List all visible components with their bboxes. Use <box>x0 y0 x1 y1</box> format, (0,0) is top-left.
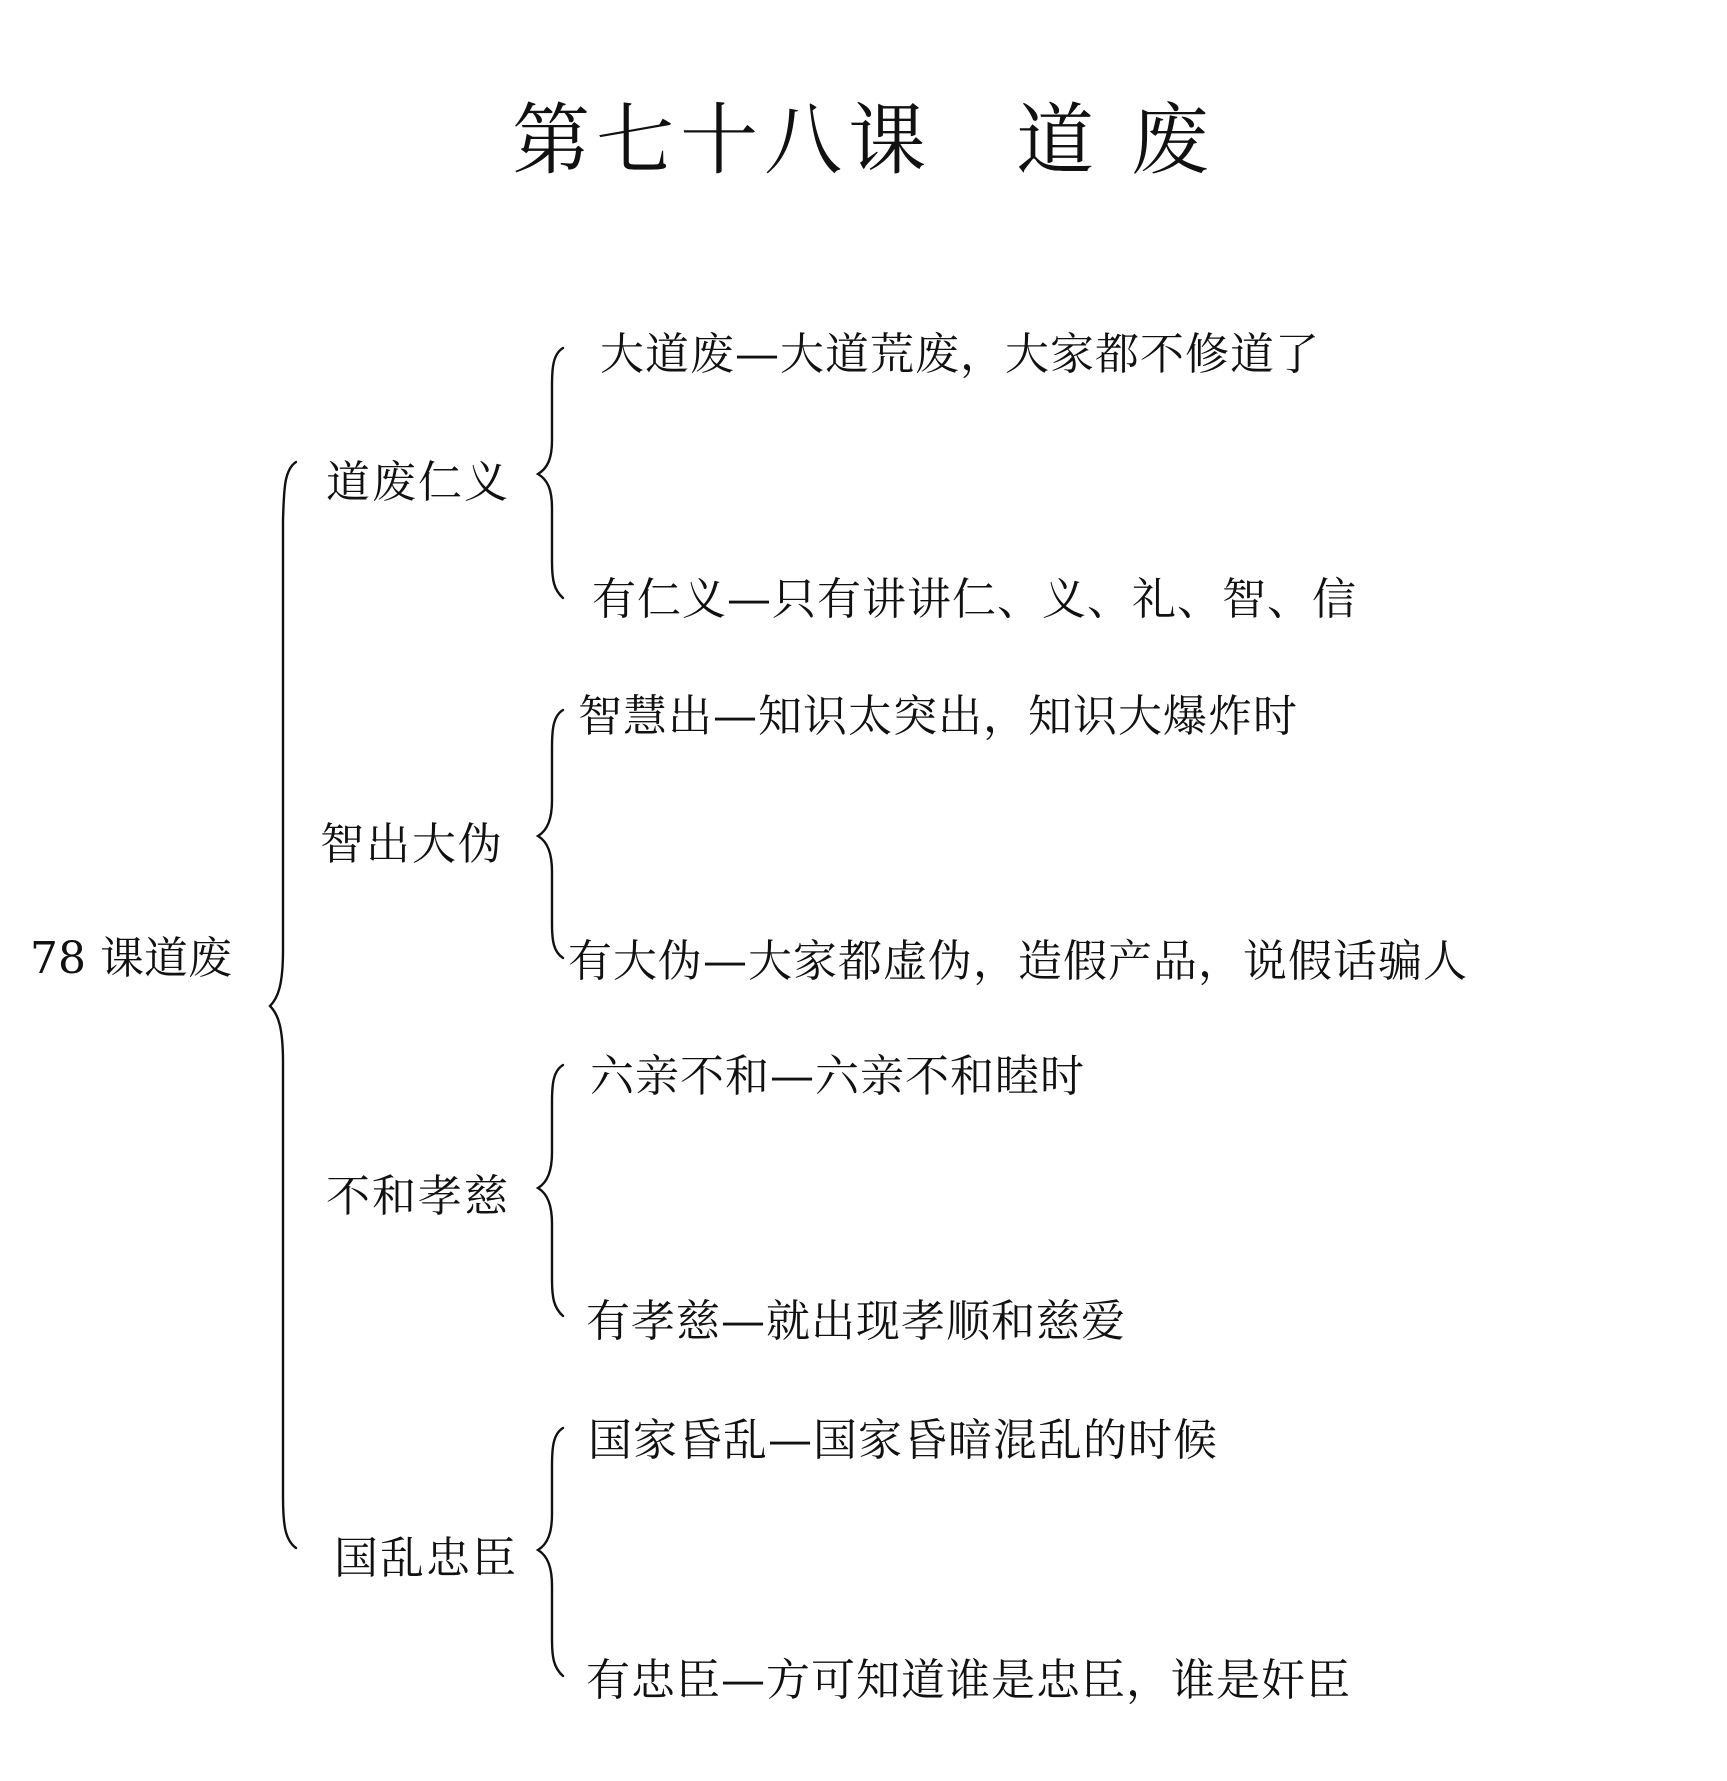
leaf-2-1: 智慧出—知识太突出，知识大爆炸时 <box>578 691 1298 742</box>
root-node: 78 课道废 <box>30 933 232 984</box>
root-brace <box>270 462 296 1548</box>
page-title: 第七十八课 道 废 <box>512 96 1215 186</box>
leaf-2-2: 有大伪—大家都虚伪，造假产品，说假话骗人 <box>568 936 1468 987</box>
branch-label-2: 智出大伪 <box>320 819 504 870</box>
leaf-4-1: 国家昏乱—国家昏暗混乱的时候 <box>588 1415 1218 1466</box>
branch-brace-2 <box>538 710 563 958</box>
branch-label-3: 不和孝慈 <box>326 1171 510 1222</box>
leaf-3-2: 有孝慈—就出现孝顺和慈爱 <box>586 1296 1126 1347</box>
branch-label-4: 国乱忠臣 <box>334 1533 518 1584</box>
branch-brace-3 <box>538 1065 563 1316</box>
branch-brace-4 <box>538 1428 563 1676</box>
branch-brace-1 <box>538 348 563 598</box>
branch-label-1: 道废仁义 <box>326 457 510 508</box>
leaf-4-2: 有忠臣—方可知道谁是忠臣，谁是奸臣 <box>586 1655 1351 1706</box>
leaf-1-2: 有仁义—只有讲讲仁、义、礼、智、信 <box>592 574 1357 625</box>
leaf-1-1: 大道废—大道荒废，大家都不修道了 <box>600 329 1320 380</box>
leaf-3-1: 六亲不和—六亲不和睦时 <box>590 1051 1085 1102</box>
